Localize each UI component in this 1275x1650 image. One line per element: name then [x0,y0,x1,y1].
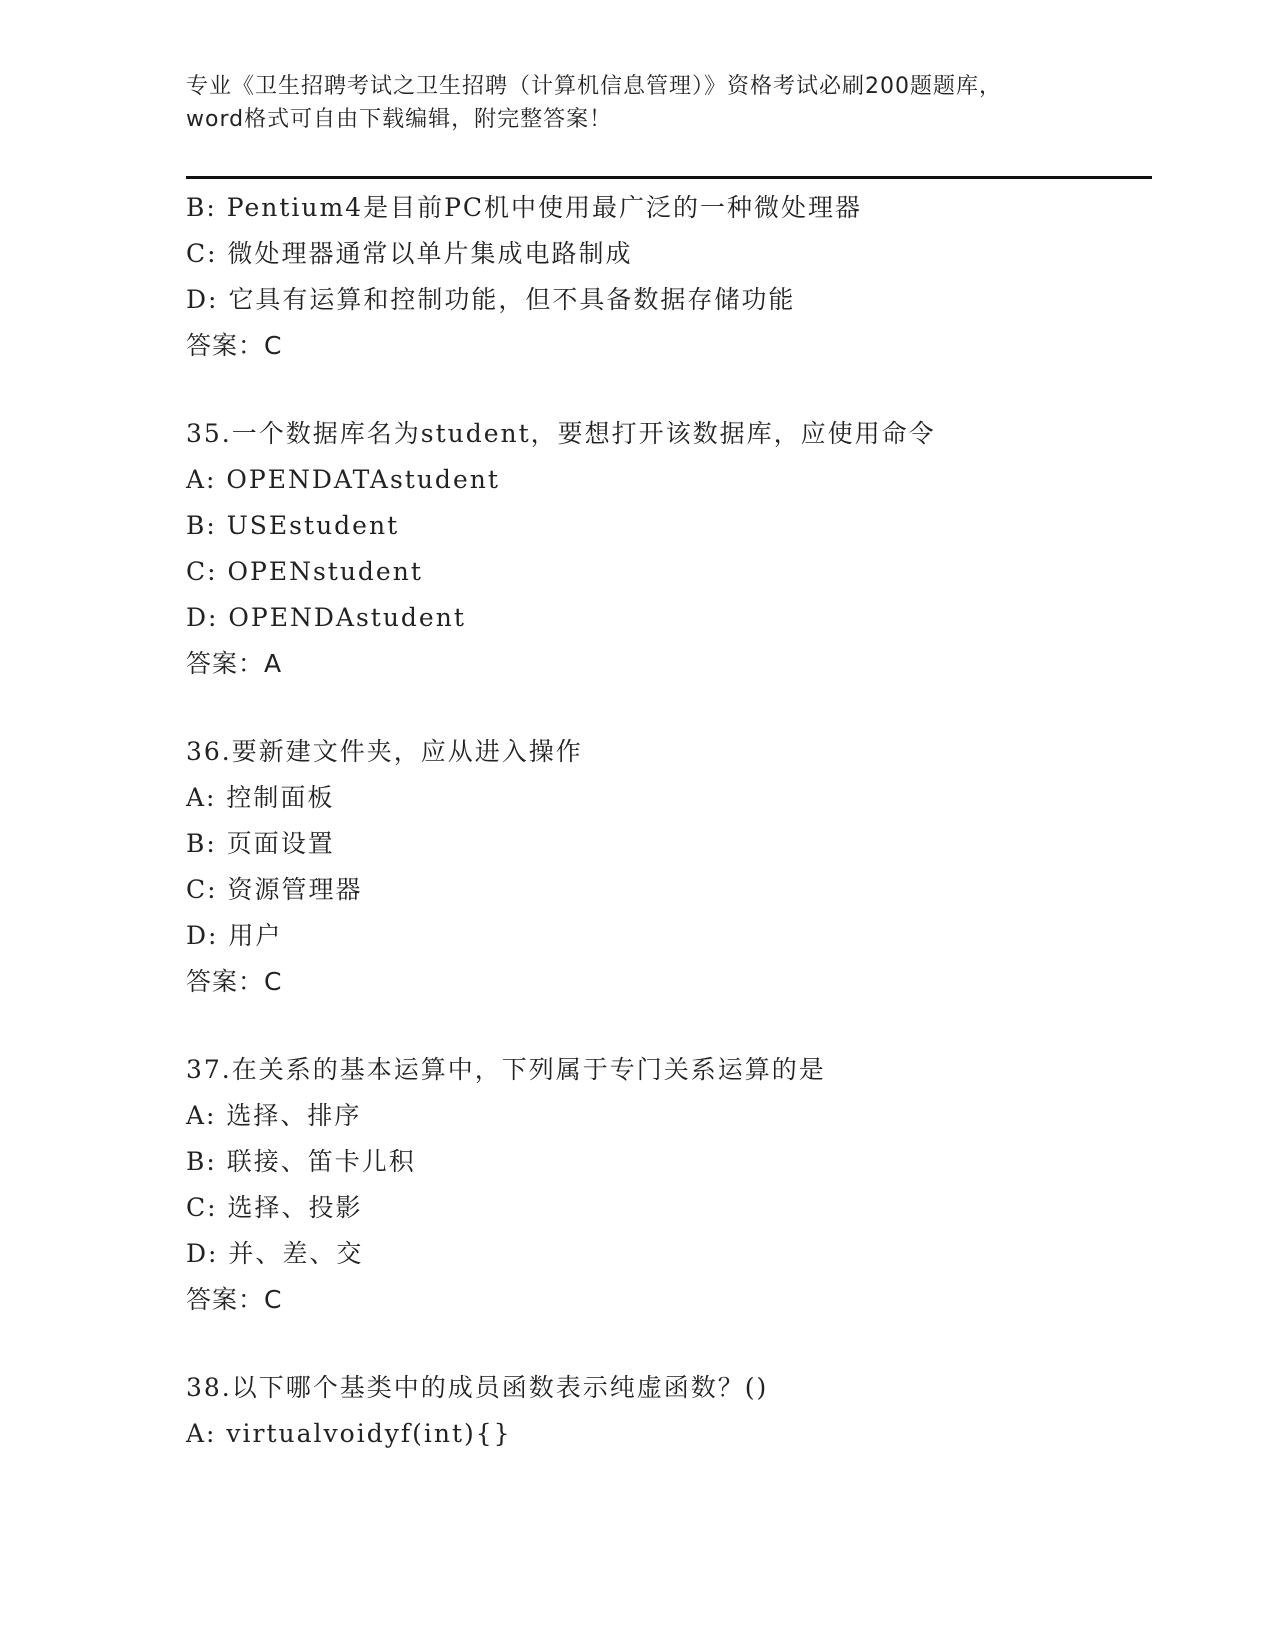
option-c: C: 资源管理器 [186,875,363,904]
question-37 [186,1047,1152,1323]
option-a: A: 选择、排序 [186,1101,362,1130]
question-stem: 36.要新建文件夹，应从进入操作 [186,737,583,766]
question-36 [186,729,1152,1005]
option-b: B: 联接、笛卡儿积 [186,1147,416,1176]
answer: 答案：A [186,649,283,678]
option-d: D: OPENDAstudent [186,603,466,632]
answer: 答案：C [186,331,283,360]
option-a: A: virtualvoidyf(int){} [186,1419,512,1448]
option-a: A: OPENDATAstudent [186,465,500,494]
option-d: D: 它具有运算和控制功能，但不具备数据存储功能 [186,285,796,314]
header-line-2: word格式可自由下载编辑，附完整答案！ [186,107,613,132]
question-stem: 37.在关系的基本运算中，下列属于专门关系运算的是 [186,1055,826,1084]
question-34-continued [186,185,1152,369]
option-c: C: OPENstudent [186,557,423,586]
header-line-1: 专业《卫生招聘考试之卫生招聘（计算机信息管理）》资格考试必刷200题题库， [186,74,1002,99]
option-b: B: USEstudent [186,511,400,540]
option-b: B: Pentium4是目前PC机中使用最广泛的一种微处理器 [186,193,863,222]
question-stem: 35.一个数据库名为student，要想打开该数据库，应使用命令 [186,419,936,448]
question-stem: 38.以下哪个基类中的成员函数表示纯虚函数？() [186,1373,769,1402]
header-divider [186,176,1152,179]
question-35 [186,411,1152,687]
question-list [186,185,1152,1457]
answer: 答案：C [186,967,283,996]
document-header [186,70,1106,136]
option-c: C: 选择、投影 [186,1193,363,1222]
option-d: D: 并、差、交 [186,1239,364,1268]
option-c: C: 微处理器通常以单片集成电路制成 [186,239,633,268]
question-38 [186,1365,1152,1457]
answer: 答案：C [186,1285,283,1314]
option-b: B: 页面设置 [186,829,335,858]
option-a: A: 控制面板 [186,783,335,812]
option-d: D: 用户 [186,921,283,950]
